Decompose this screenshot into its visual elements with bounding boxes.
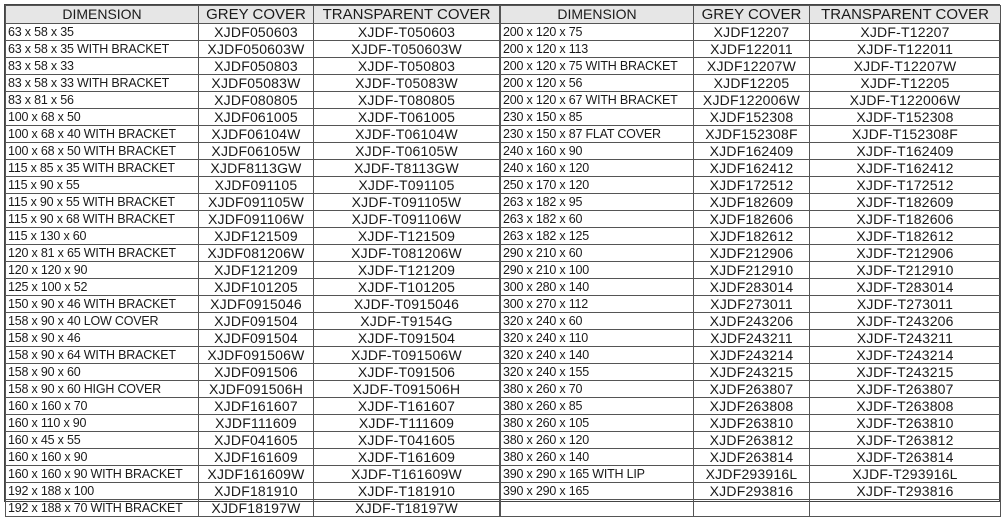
table-row <box>6 449 500 466</box>
table-row <box>501 262 1001 279</box>
grey-cover-code: XJDF12207W <box>694 58 810 75</box>
table-row <box>6 466 500 483</box>
table-row <box>6 160 500 177</box>
grey-cover-code: XJDF152308F <box>694 126 810 143</box>
table-row <box>501 466 1001 483</box>
grey-cover-code: XJDF091106W <box>199 211 314 228</box>
transparent-cover-code: XJDF-T161609W <box>314 466 500 483</box>
grey-cover-code: XJDF12205 <box>694 75 810 92</box>
transparent-cover-code: XJDF-T12207 <box>810 24 1001 41</box>
grey-cover-code: XJDF263808 <box>694 398 810 415</box>
dimension-cell: 115 x 130 x 60 <box>6 228 199 245</box>
grey-cover-code: XJDF182612 <box>694 228 810 245</box>
transparent-cover-code: XJDF-T111609 <box>314 415 500 432</box>
table-row <box>6 126 500 143</box>
table-row <box>501 109 1001 126</box>
dimension-cell: 158 x 90 x 46 <box>6 330 199 347</box>
dimension-cell: 200 x 120 x 75 <box>501 24 694 41</box>
transparent-cover-code: XJDF-T182606 <box>810 211 1001 228</box>
dimension-cell: 160 x 110 x 90 <box>6 415 199 432</box>
transparent-cover-code: XJDF-T162409 <box>810 143 1001 160</box>
dimension-cell: 263 x 182 x 125 <box>501 228 694 245</box>
grey-cover-code: XJDF122006W <box>694 92 810 109</box>
transparent-cover-code: XJDF-T263814 <box>810 449 1001 466</box>
transparent-cover-code: XJDF-T121509 <box>314 228 500 245</box>
transparent-cover-code: XJDF-T243211 <box>810 330 1001 347</box>
transparent-cover-code: XJDF-T091506 <box>314 364 500 381</box>
transparent-cover-code: XJDF-T050603 <box>314 24 500 41</box>
grey-cover-code: XJDF263812 <box>694 432 810 449</box>
transparent-cover-code: XJDF-T18197W <box>314 500 500 517</box>
dimension-cell: 158 x 90 x 60 HIGH COVER <box>6 381 199 398</box>
table-row <box>6 279 500 296</box>
table-row <box>501 330 1001 347</box>
dimension-cell: 83 x 81 x 56 <box>6 92 199 109</box>
transparent-cover-code: XJDF-T172512 <box>810 177 1001 194</box>
transparent-cover-code: XJDF-T041605 <box>314 432 500 449</box>
dimension-cell: 200 x 120 x 67 WITH BRACKET <box>501 92 694 109</box>
dimension-cell: 263 x 182 x 60 <box>501 211 694 228</box>
dimension-cell: 192 x 188 x 100 <box>6 483 199 500</box>
grey-cover-code: XJDF12207 <box>694 24 810 41</box>
grey-cover-code: XJDF091506 <box>199 364 314 381</box>
table-row <box>501 160 1001 177</box>
transparent-cover-code: XJDF-T162412 <box>810 160 1001 177</box>
table-row <box>501 58 1001 75</box>
table-row <box>6 483 500 500</box>
table-row <box>6 75 500 92</box>
dimension-cell: 200 x 120 x 113 <box>501 41 694 58</box>
dimension-cell: 200 x 120 x 75 WITH BRACKET <box>501 58 694 75</box>
transparent-cover-code: XJDF-T212906 <box>810 245 1001 262</box>
dimension-cell: 380 x 260 x 105 <box>501 415 694 432</box>
table-row <box>501 211 1001 228</box>
grey-cover-code: XJDF182606 <box>694 211 810 228</box>
table-row <box>501 41 1001 58</box>
left-product-table <box>5 5 500 517</box>
dimension-cell: 63 x 58 x 35 <box>6 24 199 41</box>
grey-cover-code: XJDF263807 <box>694 381 810 398</box>
right-product-table <box>500 5 1001 517</box>
dimension-cell: 115 x 90 x 55 <box>6 177 199 194</box>
dimension-cell: 100 x 68 x 40 WITH BRACKET <box>6 126 199 143</box>
grey-cover-code: XJDF212906 <box>694 245 810 262</box>
transparent-cover-header: TRANSPARENT COVER <box>314 6 500 24</box>
dimension-cell: 158 x 90 x 64 WITH BRACKET <box>6 347 199 364</box>
table-row <box>501 449 1001 466</box>
dimension-cell: 200 x 120 x 56 <box>501 75 694 92</box>
transparent-cover-code: XJDF-T283014 <box>810 279 1001 296</box>
grey-cover-code: XJDF293816 <box>694 483 810 500</box>
grey-cover-code: XJDF162412 <box>694 160 810 177</box>
transparent-cover-code: XJDF-T8113GW <box>314 160 500 177</box>
grey-cover-code: XJDF161609W <box>199 466 314 483</box>
table-row <box>6 92 500 109</box>
grey-cover-code: XJDF091506W <box>199 347 314 364</box>
dimension-cell: 160 x 160 x 90 WITH BRACKET <box>6 466 199 483</box>
transparent-cover-code: XJDF-T06105W <box>314 143 500 160</box>
transparent-cover-code: XJDF-T050803 <box>314 58 500 75</box>
transparent-cover-code: XJDF-T06104W <box>314 126 500 143</box>
grey-cover-code: XJDF091105W <box>199 194 314 211</box>
dimension-cell: 380 x 260 x 85 <box>501 398 694 415</box>
grey-cover-code: XJDF061005 <box>199 109 314 126</box>
dimension-cell: 160 x 160 x 90 <box>6 449 199 466</box>
dimension-cell: 120 x 81 x 65 WITH BRACKET <box>6 245 199 262</box>
table-row <box>6 296 500 313</box>
grey-cover-code: XJDF121509 <box>199 228 314 245</box>
transparent-cover-code: XJDF-T080805 <box>314 92 500 109</box>
transparent-cover-code: XJDF-T091506H <box>314 381 500 398</box>
dimension-cell: 240 x 160 x 90 <box>501 143 694 160</box>
table-row <box>501 432 1001 449</box>
grey-cover-code: XJDF243206 <box>694 313 810 330</box>
table-row <box>501 398 1001 415</box>
table-row <box>6 245 500 262</box>
grey-cover-code: XJDF091506H <box>199 381 314 398</box>
dimension-cell: 290 x 210 x 100 <box>501 262 694 279</box>
grey-cover-code: XJDF162409 <box>694 143 810 160</box>
table-row <box>501 245 1001 262</box>
dimension-cell: 120 x 120 x 90 <box>6 262 199 279</box>
table-row <box>501 500 1001 517</box>
grey-cover-code: XJDF273011 <box>694 296 810 313</box>
grey-cover-code: XJDF111609 <box>199 415 314 432</box>
grey-cover-code: XJDF050603 <box>199 24 314 41</box>
transparent-cover-code: XJDF-T293816 <box>810 483 1001 500</box>
dimension-cell: 250 x 170 x 120 <box>501 177 694 194</box>
grey-cover-code: XJDF06104W <box>199 126 314 143</box>
grey-cover-code: XJDF05083W <box>199 75 314 92</box>
dimension-cell <box>501 500 694 517</box>
grey-cover-code: XJDF091504 <box>199 313 314 330</box>
grey-cover-code: XJDF081206W <box>199 245 314 262</box>
table-row <box>6 262 500 279</box>
table-row <box>6 211 500 228</box>
dimension-cell: 230 x 150 x 85 <box>501 109 694 126</box>
dimension-cell: 100 x 68 x 50 WITH BRACKET <box>6 143 199 160</box>
grey-cover-code: XJDF050603W <box>199 41 314 58</box>
transparent-cover-code: XJDF-T263812 <box>810 432 1001 449</box>
dimension-cell: 83 x 58 x 33 WITH BRACKET <box>6 75 199 92</box>
grey-cover-code: XJDF263814 <box>694 449 810 466</box>
dimension-cell: 115 x 85 x 35 WITH BRACKET <box>6 160 199 177</box>
dimension-cell: 115 x 90 x 68 WITH BRACKET <box>6 211 199 228</box>
dimension-cell: 320 x 240 x 140 <box>501 347 694 364</box>
table-row <box>6 398 500 415</box>
table-row <box>6 177 500 194</box>
grey-cover-code: XJDF283014 <box>694 279 810 296</box>
table-row <box>501 194 1001 211</box>
dimension-cell: 390 x 290 x 165 WITH LIP <box>501 466 694 483</box>
dimension-cell: 230 x 150 x 87 FLAT COVER <box>501 126 694 143</box>
transparent-cover-code: XJDF-T122006W <box>810 92 1001 109</box>
left-table-body <box>6 24 500 517</box>
transparent-cover-code: XJDF-T273011 <box>810 296 1001 313</box>
transparent-cover-header: TRANSPARENT COVER <box>810 6 1001 24</box>
transparent-cover-code: XJDF-T091105 <box>314 177 500 194</box>
table-row <box>501 92 1001 109</box>
grey-cover-code: XJDF041605 <box>199 432 314 449</box>
table-row <box>501 75 1001 92</box>
grey-cover-header: GREY COVER <box>199 6 314 24</box>
grey-cover-code: XJDF18197W <box>199 500 314 517</box>
table-row <box>6 109 500 126</box>
dimension-header: DIMENSION <box>501 6 694 24</box>
grey-cover-code: XJDF8113GW <box>199 160 314 177</box>
table-row <box>501 381 1001 398</box>
table-row <box>501 347 1001 364</box>
grey-cover-code: XJDF182609 <box>694 194 810 211</box>
transparent-cover-code: XJDF-T152308 <box>810 109 1001 126</box>
grey-cover-code: XJDF243215 <box>694 364 810 381</box>
dimension-cell: 160 x 45 x 55 <box>6 432 199 449</box>
transparent-cover-code: XJDF-T263808 <box>810 398 1001 415</box>
dimension-cell: 320 x 240 x 110 <box>501 330 694 347</box>
transparent-cover-code: XJDF-T121209 <box>314 262 500 279</box>
table-row <box>6 41 500 58</box>
right-table-body <box>501 24 1001 517</box>
table-row <box>6 58 500 75</box>
table-row <box>6 194 500 211</box>
dimension-cell: 380 x 260 x 120 <box>501 432 694 449</box>
grey-cover-code: XJDF06105W <box>199 143 314 160</box>
dimension-cell: 160 x 160 x 70 <box>6 398 199 415</box>
transparent-cover-code: XJDF-T243206 <box>810 313 1001 330</box>
transparent-cover-code: XJDF-T05083W <box>314 75 500 92</box>
grey-cover-code: XJDF091105 <box>199 177 314 194</box>
header-row <box>6 6 500 24</box>
grey-cover-code: XJDF101205 <box>199 279 314 296</box>
transparent-cover-code: XJDF-T161609 <box>314 449 500 466</box>
dimension-cell: 100 x 68 x 50 <box>6 109 199 126</box>
grey-cover-code: XJDF161607 <box>199 398 314 415</box>
table-row <box>501 24 1001 41</box>
table-row <box>501 483 1001 500</box>
dimension-cell: 240 x 160 x 120 <box>501 160 694 177</box>
table-row <box>501 228 1001 245</box>
transparent-cover-code: XJDF-T212910 <box>810 262 1001 279</box>
table-row <box>501 143 1001 160</box>
transparent-cover-code: XJDF-T081206W <box>314 245 500 262</box>
transparent-cover-code: XJDF-T293916L <box>810 466 1001 483</box>
table-row <box>501 126 1001 143</box>
grey-cover-code: XJDF263810 <box>694 415 810 432</box>
table-row <box>6 330 500 347</box>
transparent-cover-code: XJDF-T12205 <box>810 75 1001 92</box>
transparent-cover-code: XJDF-T050603W <box>314 41 500 58</box>
transparent-cover-code: XJDF-T181910 <box>314 483 500 500</box>
grey-cover-code: XJDF172512 <box>694 177 810 194</box>
dimension-cell: 125 x 100 x 52 <box>6 279 199 296</box>
dimension-cell: 158 x 90 x 60 <box>6 364 199 381</box>
transparent-cover-code: XJDF-T091105W <box>314 194 500 211</box>
transparent-cover-code: XJDF-T061005 <box>314 109 500 126</box>
dimension-cell: 380 x 260 x 70 <box>501 381 694 398</box>
table-row <box>501 364 1001 381</box>
grey-cover-code: XJDF080805 <box>199 92 314 109</box>
transparent-cover-code: XJDF-T182612 <box>810 228 1001 245</box>
transparent-cover-code <box>810 500 1001 517</box>
table-row <box>6 313 500 330</box>
grey-cover-code: XJDF243211 <box>694 330 810 347</box>
transparent-cover-code: XJDF-T091504 <box>314 330 500 347</box>
table-row <box>501 177 1001 194</box>
dimension-cell: 158 x 90 x 40 LOW COVER <box>6 313 199 330</box>
transparent-cover-code: XJDF-T263810 <box>810 415 1001 432</box>
dimension-cell: 390 x 290 x 165 <box>501 483 694 500</box>
dimension-cell: 150 x 90 x 46 WITH BRACKET <box>6 296 199 313</box>
dimension-cell: 192 x 188 x 70 WITH BRACKET <box>6 500 199 517</box>
transparent-cover-code: XJDF-T243214 <box>810 347 1001 364</box>
transparent-cover-code: XJDF-T9154G <box>314 313 500 330</box>
grey-cover-code: XJDF161609 <box>199 449 314 466</box>
table-row <box>6 24 500 41</box>
dimension-cell: 83 x 58 x 33 <box>6 58 199 75</box>
dimension-cell: 63 x 58 x 35 WITH BRACKET <box>6 41 199 58</box>
table-row <box>6 432 500 449</box>
table-row <box>6 500 500 517</box>
table-row <box>501 415 1001 432</box>
dimension-cell: 320 x 240 x 60 <box>501 313 694 330</box>
grey-cover-code: XJDF243214 <box>694 347 810 364</box>
grey-cover-code: XJDF050803 <box>199 58 314 75</box>
header-row <box>501 6 1001 24</box>
table-row <box>6 228 500 245</box>
table-row <box>6 415 500 432</box>
grey-cover-header: GREY COVER <box>694 6 810 24</box>
transparent-cover-code: XJDF-T263807 <box>810 381 1001 398</box>
table-row <box>6 347 500 364</box>
grey-cover-code: XJDF0915046 <box>199 296 314 313</box>
dimension-cell: 300 x 270 x 112 <box>501 296 694 313</box>
grey-cover-code: XJDF181910 <box>199 483 314 500</box>
table-row <box>501 296 1001 313</box>
dimension-cell: 115 x 90 x 55 WITH BRACKET <box>6 194 199 211</box>
transparent-cover-code: XJDF-T101205 <box>314 279 500 296</box>
grey-cover-code: XJDF212910 <box>694 262 810 279</box>
product-table-container <box>4 4 1000 516</box>
transparent-cover-code: XJDF-T091506W <box>314 347 500 364</box>
transparent-cover-code: XJDF-T152308F <box>810 126 1001 143</box>
table-row <box>6 381 500 398</box>
dimension-cell: 290 x 210 x 60 <box>501 245 694 262</box>
transparent-cover-code: XJDF-T182609 <box>810 194 1001 211</box>
table-row <box>501 313 1001 330</box>
transparent-cover-code: XJDF-T122011 <box>810 41 1001 58</box>
transparent-cover-code: XJDF-T161607 <box>314 398 500 415</box>
transparent-cover-code: XJDF-T243215 <box>810 364 1001 381</box>
transparent-cover-code: XJDF-T091106W <box>314 211 500 228</box>
grey-cover-code: XJDF293916L <box>694 466 810 483</box>
transparent-cover-code: XJDF-T12207W <box>810 58 1001 75</box>
grey-cover-code <box>694 500 810 517</box>
grey-cover-code: XJDF122011 <box>694 41 810 58</box>
dimension-cell: 263 x 182 x 95 <box>501 194 694 211</box>
table-row <box>6 143 500 160</box>
transparent-cover-code: XJDF-T0915046 <box>314 296 500 313</box>
dimension-header: DIMENSION <box>6 6 199 24</box>
dimension-cell: 320 x 240 x 155 <box>501 364 694 381</box>
grey-cover-code: XJDF091504 <box>199 330 314 347</box>
table-row <box>501 279 1001 296</box>
grey-cover-code: XJDF121209 <box>199 262 314 279</box>
dimension-cell: 300 x 280 x 140 <box>501 279 694 296</box>
dimension-cell: 380 x 260 x 140 <box>501 449 694 466</box>
table-row <box>6 364 500 381</box>
grey-cover-code: XJDF152308 <box>694 109 810 126</box>
